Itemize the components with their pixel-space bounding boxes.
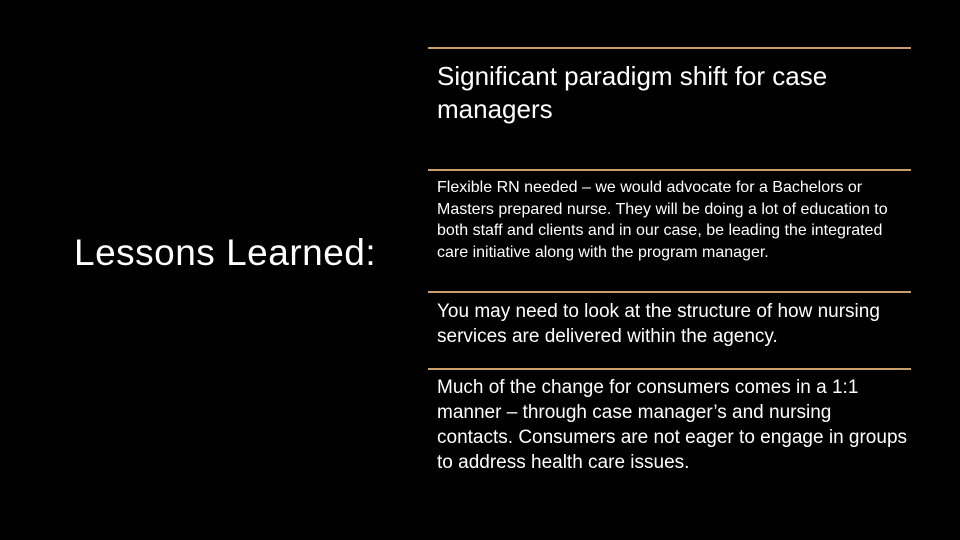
lesson-item-1: Significant paradigm shift for case managers xyxy=(437,61,828,124)
divider-2 xyxy=(428,291,911,293)
lesson-item-4: Much of the change for consumers comes in a 1:1 manner – through case manager’s and nursing contacts. Consumers are not eager to engage in groups to address health care issues. xyxy=(437,377,908,473)
lesson-item-2: Flexible RN needed – we would advocate for a Bachelors or Masters prepared nurse. They will be doing a lot of education to both staff and clients and in our case, be leading the integrated care initiative along with the program manager. xyxy=(437,179,888,261)
divider-top xyxy=(428,47,911,49)
lesson-item-3: You may need to look at the structure of how nursing services are delivered within the agency. xyxy=(437,301,880,347)
divider-1 xyxy=(428,169,911,171)
slide-title: Lessons Learned: xyxy=(74,232,377,273)
divider-3 xyxy=(428,368,911,370)
